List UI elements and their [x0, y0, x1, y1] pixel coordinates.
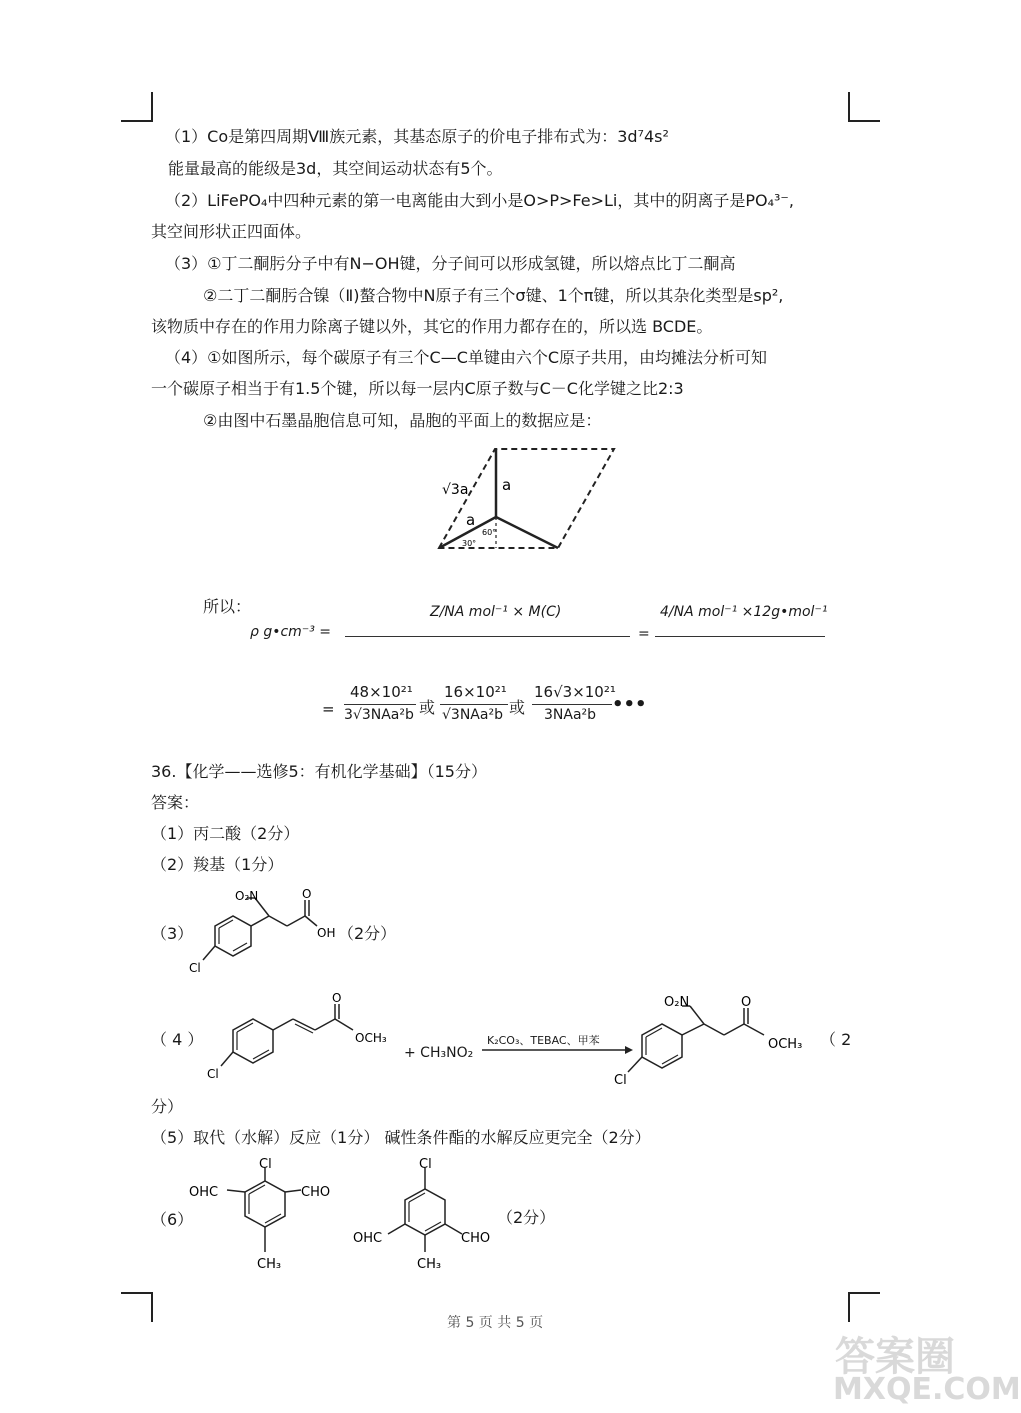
graphite-cell-diagram — [430, 440, 620, 555]
formula2-f1-num: 48×10²¹ — [350, 683, 413, 701]
q4-line3: ②由图中石墨晶胞信息可知，晶胞的平面上的数据应是： — [203, 411, 602, 430]
formula2-dots: ••• — [612, 694, 647, 715]
formula1-bar1 — [345, 636, 630, 637]
crop-mark-tl-v — [151, 92, 153, 122]
q4-line2: 一个碳原子相当于有1.5个键，所以每一层内C原子数与C－C化学键之比2:3 — [151, 379, 684, 398]
s4a-och3: OCH₃ — [355, 1031, 387, 1045]
label-a-vertical: a — [502, 476, 512, 494]
crop-mark-bl-v — [151, 1292, 153, 1322]
label-angle60: 60° — [482, 528, 497, 537]
answer-3-score: （2分） — [338, 924, 397, 943]
q1-line2: 能量最高的能级是3d，其空间运动状态有5个。 — [168, 159, 503, 178]
s6b-chc: CHO — [461, 1231, 491, 1246]
q1-line1: （1）Co是第四周期Ⅷ族元素，其基态原子的价电子排布式为：3d⁷4s² — [165, 127, 669, 146]
formula2-f3-num: 16√3×10²¹ — [534, 683, 616, 701]
q3-line1: （3）①丁二酮肟分子中有N−OH键，分子间可以形成氢键，所以熔点比丁二酮高 — [165, 254, 736, 273]
s4b-o2n: O₂N — [664, 995, 690, 1010]
formula2-or2: 或 — [509, 698, 526, 717]
s4b-o: O — [741, 995, 752, 1010]
answer-4-plus: + CH₃NO₂ — [404, 1045, 474, 1061]
s4a-cl: Cl — [207, 1067, 219, 1081]
q3-line2: ②二丁二酮肟合镍（Ⅱ)螯合物中N原子有三个σ键、1个π键，所以其杂化类型是sp², — [203, 286, 784, 305]
crop-mark-tr-v — [848, 92, 850, 122]
answer-3-label: （3） — [151, 924, 194, 943]
formula1 — [250, 598, 830, 644]
s4b-cl: Cl — [614, 1073, 627, 1088]
answer-1: （1）丙二酸（2分） — [151, 824, 300, 843]
s3-cl: Cl — [189, 961, 201, 975]
s6a-ch3: CH₃ — [257, 1257, 282, 1272]
watermark-top: 答案圈 — [835, 1334, 955, 1380]
structure-4-reactant — [205, 990, 405, 1085]
answer-4-conditions: K₂CO₃、TEBAC、甲苯 — [487, 1034, 600, 1047]
s3-oh: OH — [317, 926, 336, 940]
structure-3 — [185, 880, 340, 980]
formula1-num2: 4/NA mol⁻¹ ×12g•mol⁻¹ — [660, 604, 828, 620]
suoyi-label: 所以： — [203, 597, 252, 616]
formula1-equals: = — [638, 626, 650, 642]
formula2-f1-bar — [344, 704, 416, 705]
q2-line1: （2）LiFePO₄中四种元素的第一电离能由大到小是O>P>Fe>Li，其中的阴离子是PO₄³⁻, — [165, 191, 794, 210]
label-sqrt3a: √3a — [442, 482, 469, 498]
formula2-f2-den: √3NAa²b — [442, 707, 503, 723]
answer-2: （2）羧基（1分） — [151, 855, 284, 874]
s6b-cl: Cl — [419, 1157, 432, 1172]
formula2-f3-den: 3NAa²b — [544, 707, 597, 723]
crop-mark-bl-h — [121, 1292, 153, 1294]
answer-4-score-start: （ 2 — [820, 1030, 852, 1049]
answer-5: （5）取代（水解）反应（1分） 碱性条件酯的水解反应更完全（2分） — [151, 1128, 651, 1147]
formula2-f1-den: 3√3NAa²b — [344, 707, 414, 723]
formula1-lhs: ρ g•cm⁻³ = — [250, 624, 331, 640]
crop-mark-tr-h — [848, 120, 880, 122]
formula2-or1: 或 — [419, 698, 436, 717]
s6a-ohc: OHC — [189, 1185, 219, 1200]
structure-6a — [185, 1152, 345, 1280]
q2-line2: 其空间形状正四面体。 — [151, 222, 312, 241]
answer-label: 答案： — [151, 793, 200, 812]
s4a-o: O — [332, 991, 342, 1005]
q3-line3: 该物质中存在的作用力除离子键以外，其它的作用力都存在的，所以选 BCDE。 — [151, 317, 713, 336]
formula2-f2-bar — [440, 704, 508, 705]
answer-6-label: （6） — [151, 1210, 194, 1229]
formula1-bar2 — [655, 636, 825, 637]
s3-o2n: O₂N — [235, 889, 259, 903]
s6a-cho: CHO — [301, 1185, 331, 1200]
label-angle30: 30° — [462, 539, 477, 548]
crop-mark-br-v — [848, 1292, 850, 1322]
formula2-eq: = — [322, 700, 335, 718]
answer-4-label: （ 4 ） — [151, 1030, 204, 1049]
s4b-och3: OCH₃ — [768, 1037, 803, 1052]
s6a-cl: Cl — [259, 1157, 272, 1172]
s6b-ohc: OHC — [353, 1231, 383, 1246]
crop-mark-tl-h — [121, 120, 153, 122]
formula2 — [322, 680, 652, 723]
q4-line1: （4）①如图所示，每个碳原子有三个C—C单键由六个C原子共用，由均摊法分析可知 — [165, 348, 768, 367]
s3-o: O — [302, 887, 312, 901]
formula2-f3-bar — [532, 704, 612, 705]
page-footer: 第 5 页 共 5 页 — [447, 1315, 544, 1331]
crop-mark-br-h — [848, 1292, 880, 1294]
q36-title: 36.【化学——选修5：有机化学基础】（15分） — [151, 762, 487, 781]
structure-4-product — [612, 982, 822, 1090]
watermark-bottom: MXQE.COM — [833, 1372, 1021, 1407]
formula2-f2-num: 16×10²¹ — [444, 683, 507, 701]
answer-6-score: （2分） — [497, 1208, 556, 1227]
formula1-num1: Z/NA mol⁻¹ × M(C) — [430, 604, 562, 620]
s6b-ch3: CH₃ — [417, 1257, 442, 1272]
structure-6b — [350, 1152, 500, 1280]
label-a-diagonal: a — [466, 511, 476, 529]
answer-4-score-end: 分） — [151, 1097, 184, 1116]
